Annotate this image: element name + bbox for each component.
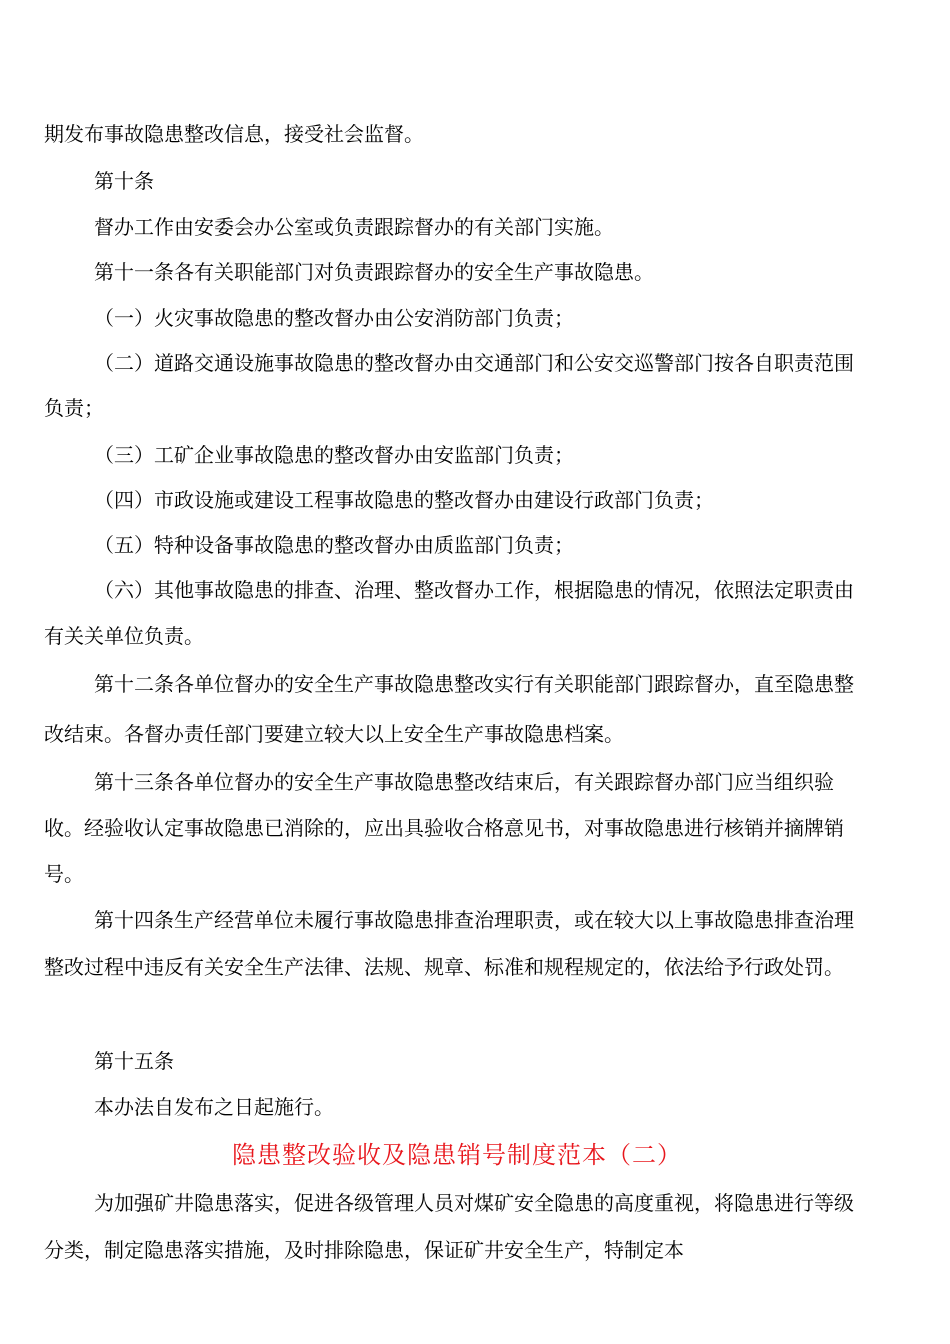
paragraph-line xyxy=(0,1087,950,1127)
line-text: 为加强矿井隐患落实，促进各级管理人员对煤矿安全隐患的高度重视，将隐患进行等级 xyxy=(94,1191,854,1215)
line-text: 号。 xyxy=(44,862,84,886)
paragraph-line xyxy=(0,207,950,247)
list-item xyxy=(0,570,950,610)
list-item xyxy=(0,343,950,383)
line-text: 有关关单位负责。 xyxy=(44,624,204,648)
paragraph-line xyxy=(0,808,950,848)
line-text: （一）火灾事故隐患的整改督办由公安消防部门负责； xyxy=(94,306,574,330)
paragraph-line xyxy=(0,900,950,940)
article-heading xyxy=(0,161,950,201)
list-item xyxy=(0,525,950,565)
line-text: 改结束。各督办责任部门要建立较大以上安全生产事故隐患档案。 xyxy=(44,722,624,746)
paragraph-line xyxy=(0,854,950,894)
list-item xyxy=(0,298,950,338)
list-item-continued xyxy=(0,388,950,428)
list-item xyxy=(0,435,950,475)
line-text: （四）市政设施或建设工程事故隐患的整改督办由建设行政部门负责； xyxy=(94,488,714,512)
line-text: 第十条 xyxy=(94,169,154,193)
line-text: 第十五条 xyxy=(94,1049,174,1073)
line-text: 第十三条各单位督办的安全生产事故隐患整改结束后，有关跟踪督办部门应当组织验 xyxy=(94,770,834,794)
line-text: （五）特种设备事故隐患的整改督办由质监部门负责； xyxy=(94,533,574,557)
paragraph-line xyxy=(0,252,950,292)
line-text: 第十四条生产经营单位未履行事故隐患排查治理职责，或在较大以上事故隐患排查治理 xyxy=(94,908,854,932)
paragraph-line xyxy=(0,947,950,987)
line-text: 整改过程中违反有关安全生产法律、法规、规章、标准和规程规定的，依法给予行政处罚。 xyxy=(44,955,844,979)
paragraph-line xyxy=(0,114,950,154)
article-heading xyxy=(0,1041,950,1081)
paragraph-line xyxy=(0,714,950,754)
line-text: （六）其他事故隐患的排查、治理、整改督办工作，根据隐患的情况，依照法定职责由 xyxy=(94,578,854,602)
line-text: 收。经验收认定事故隐患已消除的，应出具验收合格意见书，对事故隐患进行核销并摘牌销 xyxy=(44,816,844,840)
list-item xyxy=(0,480,950,520)
paragraph-line xyxy=(0,664,950,704)
line-text: 分类，制定隐患落实措施，及时排除隐患，保证矿井安全生产，特制定本 xyxy=(44,1238,684,1262)
paragraph-line xyxy=(0,1230,950,1270)
line-text: 督办工作由安委会办公室或负责跟踪督办的有关部门实施。 xyxy=(94,215,614,239)
paragraph-line xyxy=(0,762,950,802)
line-text: （二）道路交通设施事故隐患的整改督办由交通部门和公安交巡警部门按各自职责范围 xyxy=(94,351,854,375)
section-title-text: 隐患整改验收及隐患销号制度范本（二） xyxy=(232,1141,682,1169)
line-text: 本办法自发布之日起施行。 xyxy=(94,1095,334,1119)
line-text: （三）工矿企业事故隐患的整改督办由安监部门负责； xyxy=(94,443,574,467)
line-text: 负责； xyxy=(44,396,104,420)
section-title xyxy=(0,1135,950,1175)
line-text: 期发布事故隐患整改信息，接受社会监督。 xyxy=(44,122,424,146)
list-item-continued xyxy=(0,616,950,656)
paragraph-line xyxy=(0,1183,950,1223)
line-text: 第十一条各有关职能部门对负责跟踪督办的安全生产事故隐患。 xyxy=(94,260,654,284)
line-text: 第十二条各单位督办的安全生产事故隐患整改实行有关职能部门跟踪督办，直至隐患整 xyxy=(94,672,854,696)
